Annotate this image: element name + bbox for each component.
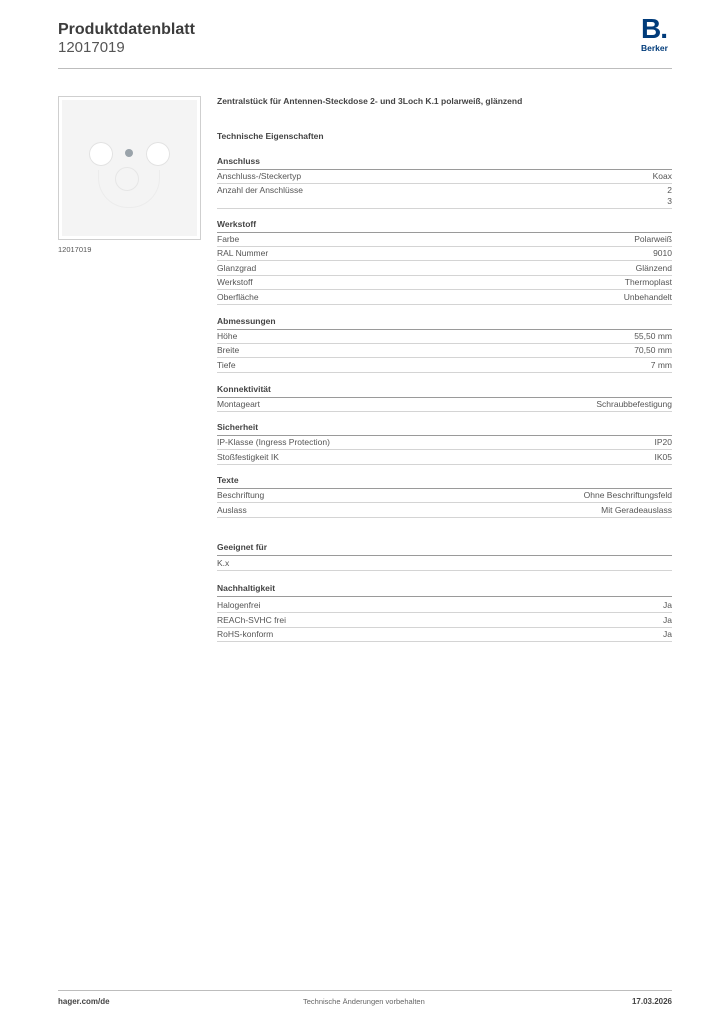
row-label: Farbe — [217, 234, 240, 244]
row-label: RAL Nummer — [217, 248, 269, 258]
row-value: Ja — [663, 600, 672, 610]
row-label: Beschriftung — [217, 490, 265, 500]
row-value: Glänzend — [635, 263, 672, 273]
product-name: Zentralstück für Antennen-Steckdose 2- und 3Loch K.1 polarweiß, glänzend — [217, 96, 523, 106]
table-row — [217, 276, 672, 290]
row-value: Schraubbefestigung — [596, 399, 672, 409]
table-row — [217, 398, 672, 412]
document-number: 12017019 — [58, 39, 125, 56]
table-row — [217, 451, 672, 465]
table-row — [217, 344, 672, 358]
table-row — [217, 359, 672, 373]
row-value: Ohne Beschriftungsfeld — [583, 490, 672, 500]
socket-hole-right — [146, 142, 170, 166]
table-row — [217, 557, 672, 571]
row-label: Montageart — [217, 399, 260, 409]
table-row — [217, 504, 672, 518]
row-label: Anschluss-/Steckertyp — [217, 171, 302, 181]
logo-text: Berker — [641, 43, 668, 53]
row-value: 70,50 mm — [634, 345, 672, 355]
row-label: Stoßfestigkeit IK — [217, 452, 279, 462]
header-divider — [58, 68, 672, 69]
row-label: Auslass — [217, 505, 247, 515]
row-value: 55,50 mm — [634, 331, 672, 341]
row-label: Oberfläche — [217, 292, 259, 302]
row-value: Polarweiß — [634, 234, 672, 244]
section-heading-texte: Texte — [217, 475, 672, 489]
row-label: Halogenfrei — [217, 600, 261, 610]
row-label: REACh-SVHC frei — [217, 615, 286, 625]
row-value: Ja — [663, 615, 672, 625]
table-row — [217, 170, 672, 184]
logo-mark: B. — [641, 13, 667, 44]
row-value: Mit Geradeauslass — [601, 505, 672, 515]
footer-date: 17.03.2026 — [631, 997, 672, 1006]
row-label: RoHS-konform — [217, 629, 274, 639]
section-heading-geeignet: Geeignet für — [217, 542, 672, 556]
section-heading-anschluss: Anschluss — [217, 156, 672, 170]
row-value: IK05 — [654, 452, 672, 462]
row-label: Werkstoff — [217, 277, 253, 287]
row-label: Breite — [217, 345, 240, 355]
section-heading-sicherheit: Sicherheit — [217, 422, 672, 436]
table-row — [217, 330, 672, 344]
row-value: 7 mm — [650, 360, 672, 370]
row-label: Höhe — [217, 331, 238, 341]
table-row — [217, 247, 672, 261]
section-heading-nachhaltigkeit: Nachhaltigkeit — [217, 583, 672, 597]
table-row — [217, 291, 672, 305]
product-plate-illustration — [62, 100, 197, 236]
berker-logo — [638, 13, 674, 56]
row-value: 3 — [667, 196, 672, 206]
row-value: Ja — [663, 629, 672, 639]
row-value-multi — [667, 185, 672, 207]
footer-website-link[interactable]: hager.com/de — [58, 997, 110, 1006]
socket-center-dot — [125, 149, 133, 157]
section-heading-werkstoff: Werkstoff — [217, 219, 672, 233]
row-value: IP20 — [654, 437, 672, 447]
table-row — [217, 262, 672, 276]
table-row — [217, 489, 672, 503]
table-row — [217, 184, 672, 209]
footer-divider — [58, 990, 672, 991]
row-value: 9010 — [653, 248, 672, 258]
row-value: Koax — [652, 171, 672, 181]
properties-title: Technische Eigenschaften — [217, 131, 324, 141]
footer-disclaimer: Technische Änderungen vorbehalten — [303, 997, 425, 1006]
row-label: Glanzgrad — [217, 263, 257, 273]
table-row — [217, 599, 672, 613]
row-label: Anzahl der Anschlüsse — [217, 185, 303, 195]
row-value: Unbehandelt — [623, 292, 672, 302]
row-value: Thermoplast — [624, 277, 672, 287]
table-row — [217, 628, 672, 642]
section-heading-konnektivitaet: Konnektivität — [217, 384, 672, 398]
section-heading-abmessungen: Abmessungen — [217, 316, 672, 330]
row-label: IP-Klasse (Ingress Protection) — [217, 437, 330, 447]
product-image — [58, 96, 201, 240]
document-title: Produktdatenblatt — [58, 21, 195, 38]
table-row — [217, 614, 672, 628]
image-caption: 12017019 — [58, 245, 92, 254]
row-value: 2 — [667, 185, 672, 195]
table-row — [217, 436, 672, 450]
table-row — [217, 233, 672, 247]
socket-ring — [115, 167, 139, 191]
row-label: Tiefe — [217, 360, 236, 370]
socket-hole-left — [89, 142, 113, 166]
row-label: K.x — [217, 558, 230, 568]
